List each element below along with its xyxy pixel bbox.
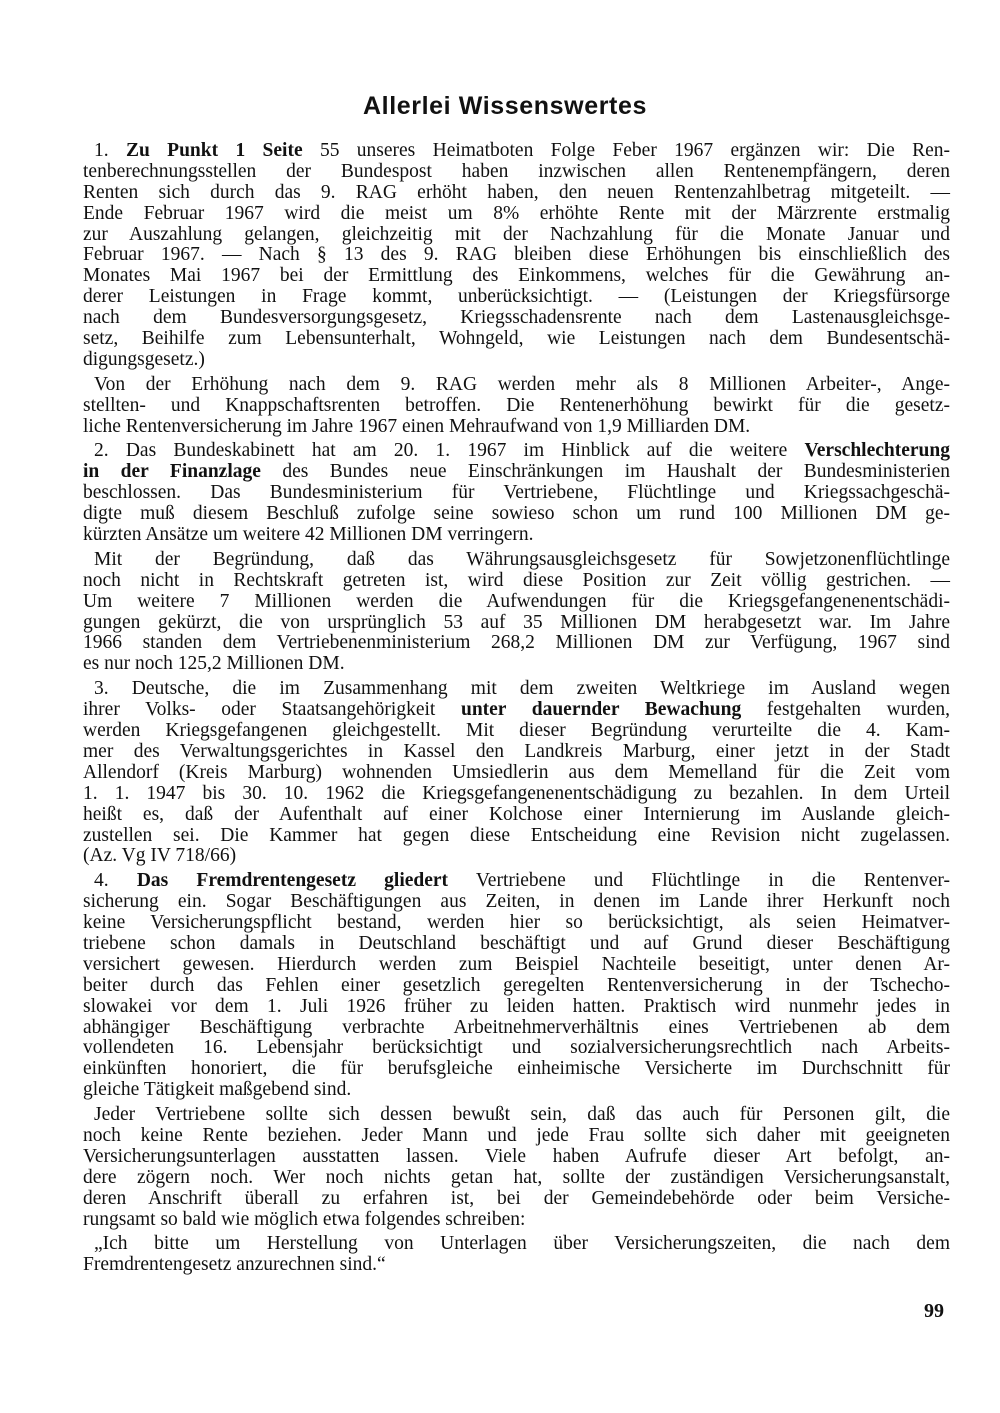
text-line: vollendeten 16. Lebensjahr berücksichtigt und sozialversicherungsrechtlich nach Arbeits- <box>83 1037 950 1059</box>
text-line: werden Kriegsgefangenen gleichgestellt. Mit dieser Begründung verurteilte die 4. Kam- <box>83 720 950 742</box>
text-segment: des Bundes neue Einschränkungen im Haushalt der Bundesministerien <box>260 461 950 483</box>
text-line: abhängiger Beschäftigung verbrachte Arbeitnehmerverhältnis eines Vertriebenen ab dem <box>83 1016 950 1038</box>
bold-text: Zu Punkt 1 Seite <box>125 140 303 161</box>
text-line: Februar 1967. — Nach § 13 des 9. RAG bleiben diese Erhöhungen bis einschließlich des <box>83 244 950 266</box>
text-line: Renten sich durch das 9. RAG erhöht haben, den neuen Rentenzahlbetrag mitgeteilt. — <box>83 181 950 203</box>
text-segment: 55 unseres Heimatboten Folge Feber 1967 ergänzen wir: Die Ren- <box>302 140 951 161</box>
text-line: Allendorf (Kreis Marburg) wohnenden Umsiedlerin aus dem Memelland für die Zeit vom <box>83 761 950 783</box>
text-line: derer Leistungen in Frage kommt, unberücksichtigt. — (Leistungen der Kriegsfürsorge <box>83 286 950 308</box>
text-line: rungsamt so bald wie möglich etwa folgendes schreiben: <box>83 1208 526 1230</box>
text-line <box>83 141 950 162</box>
text-line: 3. Deutsche, die im Zusammenhang mit dem zweiten Weltkriege im Ausland wegen <box>94 678 950 700</box>
text-line: stellten- und Knappschaftsrenten betroffen. Die Rentenerhöhung bewirkt für die gesetz- <box>83 394 950 416</box>
text-segment: festgehalten wurden, <box>741 699 950 721</box>
bold-text: Das Fremdrentengesetz gliedert <box>136 870 449 892</box>
text-line <box>83 871 950 892</box>
text-line: digte muß diesem Beschluß zufolge seine sowieso schon um rund 100 Millionen DM ge- <box>83 503 950 525</box>
text-line: Fremdrentengesetz anzurechnen sind.“ <box>83 1254 386 1276</box>
text-line: heißt es, daß der Aufenthalt auf einer Kolchose einer Internierung im Auslande gleich- <box>83 803 950 825</box>
page-number: 99 <box>924 1300 944 1322</box>
text-segment: ihrer Volks- oder Staatsangehörigkeit <box>83 699 461 721</box>
paragraph <box>83 141 950 371</box>
text-line: Jeder Vertriebene sollte sich dessen bewußt sein, daß das auch für Personen gilt, die <box>94 1104 950 1126</box>
paragraph <box>83 871 950 1101</box>
text-line: tenberechnungsstellen der Bundespost haben inzwischen allen Rentenempfängern, deren <box>83 160 950 182</box>
text-segment: 1. <box>94 140 126 161</box>
text-line: mer des Verwaltungsgerichtes in Kassel den Landkreis Marburg, einer jetzt in der Stadt <box>83 740 950 762</box>
text-line: Von der Erhöhung nach dem 9. RAG werden mehr als 8 Millionen Arbeiter-, Ange- <box>94 373 950 395</box>
text-line: es nur noch 125,2 Millionen DM. <box>83 653 345 675</box>
text-line <box>83 441 950 462</box>
text-line: (Az. Vg IV 718/66) <box>83 845 237 867</box>
text-line: sicherung ein. Sogar Beschäftigungen aus Zeiten, in denen im Lande ihrer Herkunft noch <box>83 891 950 913</box>
text-line: 1966 standen dem Vertriebenenministerium 268,2 Millionen DM zur Verfügung, 1967 sind <box>83 632 950 654</box>
text-line: „Ich bitte um Herstellung von Unterlagen über Versicherungszeiten, die nach dem <box>94 1233 950 1255</box>
text-line <box>83 700 950 721</box>
text-segment: Vertriebene und Flüchtlinge in die Rentenver- <box>448 870 950 892</box>
paragraph <box>83 441 950 545</box>
bold-text: Verschlechterung <box>804 440 950 462</box>
paragraph <box>83 679 950 867</box>
text-line: gleiche Tätigkeit maßgebend sind. <box>83 1079 352 1101</box>
text-line: nach dem Bundesversorgungsgesetz, Kriegsschadensrente nach dem Lastenausgleichsge- <box>83 307 950 329</box>
text-segment: 4. <box>94 870 137 892</box>
paragraph <box>83 1234 950 1276</box>
text-line: keine Versicherungspflicht bestand, werden hier so berücksichtigt, als seien Heimatver- <box>83 912 950 934</box>
text-line: zustellen sei. Die Kammer hat gegen diese Entscheidung eine Revision nicht zugelassen. <box>83 824 950 846</box>
paragraph <box>83 1105 950 1230</box>
text-line: noch keine Rente beziehen. Jeder Mann und jede Frau sollte sich daher mit geeigneten <box>83 1124 950 1146</box>
text-line: digungsgesetz.) <box>83 348 205 370</box>
page-title: Allerlei Wissenswertes <box>363 92 647 120</box>
text-line: dere zögern noch. Wer noch nichts getan hat, sollte der zuständigen Versicherungsanstalt, <box>83 1166 950 1188</box>
text-line: Mit der Begründung, daß das Währungsausgleichsgesetz für Sowjetzonenflüchtlinge <box>94 548 950 570</box>
text-line <box>83 462 950 483</box>
text-line: beschlossen. Das Bundesministerium für Vertriebene, Flüchtlinge und Kriegssachgeschä- <box>83 482 950 504</box>
text-line: Monates Mai 1967 bei der Ermittlung des Einkommens, welches für die Gewährung an- <box>83 265 950 287</box>
text-line: Um weitere 7 Millionen werden die Aufwendungen für die Kriegsgefangenenentschädi- <box>83 590 950 612</box>
text-line: slowakei vor dem 1. Juli 1926 früher zu leiden hatten. Praktisch wird nunmehr jedes in <box>83 995 950 1017</box>
text-line: beiter durch das Fehlen einer gesetzlich geregelten Rentenversicherung in der Tschecho- <box>83 974 950 996</box>
bold-text: in der Finanzlage <box>83 461 261 483</box>
text-line: deren Anschrift überall zu erfahren ist, bei der Gemeindebehörde oder beim Versiche- <box>83 1187 950 1209</box>
text-line: triebene schon damals in Deutschland beschäftigt und auf Grund dieser Beschäftigung <box>83 932 950 954</box>
text-line: gungen gekürzt, die von ursprünglich 53 auf 35 Millionen DM herabgesetzt war. Im Jahre <box>83 611 950 633</box>
article-body <box>83 141 950 1280</box>
text-line: 1. 1. 1947 bis 30. 10. 1962 die Kriegsgefangenenentschädigung zu bezahlen. In dem Urteil <box>83 782 950 804</box>
text-line: Versicherungsunterlagen ausstatten lassen. Viele haben Aufrufe dieser Art befolgt, an- <box>83 1145 950 1167</box>
text-segment: 2. Das Bundeskabinett hat am 20. 1. 1967 im Hinblick auf die weitere <box>94 440 805 462</box>
text-line: noch nicht in Rechtskraft getreten ist, wird diese Position zur Zeit völlig gestrichen. — <box>83 569 950 591</box>
text-line: zur Auszahlung gelangen, gleichzeitig mit der Nachzahlung für die Monate Januar und <box>83 223 950 245</box>
text-line: Ende Februar 1967 wird die meist um 8% erhöhte Rente mit der Märzrente erstmalig <box>83 202 950 224</box>
text-line: liche Rentenversicherung im Jahre 1967 einen Mehraufwand von 1,9 Milliarden DM. <box>83 415 751 437</box>
paragraph <box>83 375 950 438</box>
text-line: einkünften honoriert, die für berufsgleiche einheimische Versicherte im Durchschnitt für <box>83 1058 950 1080</box>
bold-text: unter dauernder Bewachung <box>460 699 742 721</box>
paragraph <box>83 550 950 675</box>
text-line: versichert gewesen. Hierdurch werden zum Beispiel Nachteile beseitigt, unter denen Ar- <box>83 953 950 975</box>
text-line: kürzten Ansätze um weitere 42 Millionen DM verringern. <box>83 524 534 546</box>
text-line: setz, Beihilfe zum Lebensunterhalt, Wohngeld, wie Leistungen nach dem Bundesentschä- <box>83 328 950 350</box>
